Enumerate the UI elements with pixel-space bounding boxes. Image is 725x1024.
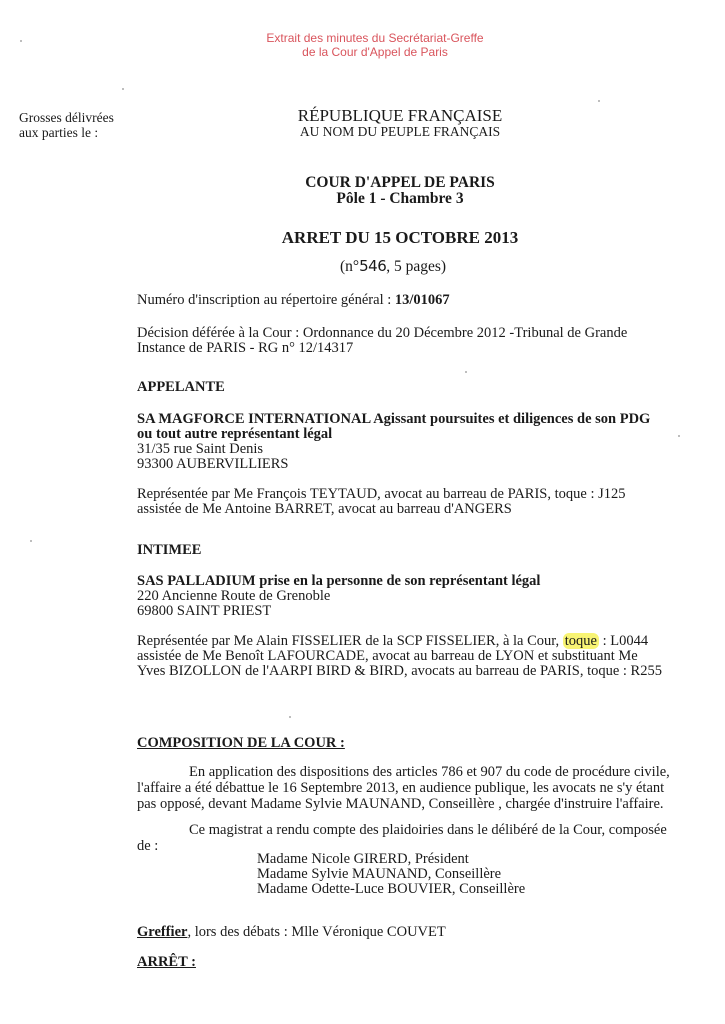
composition-p2-line-2: de : — [137, 838, 159, 854]
composition-p1-line-3: pas opposé, devant Madame Sylvie MAUNAND, Conseillère , chargée d'instruire l'affaire. — [137, 796, 664, 812]
respondent-address-2: 69800 SAINT PRIEST — [137, 603, 272, 619]
registry-line — [137, 293, 450, 308]
appellant-address-2: 93300 AUBERVILLIERS — [137, 456, 289, 472]
member-item: Madame Odette-Luce BOUVIER, Conseillère — [257, 881, 526, 897]
scan-speck — [678, 435, 680, 437]
judgment-heading: ARRÊT : — [137, 954, 196, 970]
court-name: COUR D'APPEL DE PARIS — [305, 174, 495, 191]
respondent-rep-line-1-start: Représentée par Me Alain FISSELIER de la SCP FISSELIER, à la Cour, — [137, 633, 563, 649]
appellant-address-1: 31/35 rue Saint Denis — [137, 441, 264, 457]
court-stamp — [235, 31, 515, 59]
republic-title: RÉPUBLIQUE FRANÇAISE — [297, 106, 503, 125]
composition-paragraph-1 — [137, 764, 670, 812]
composition-p1-line-2: l'affaire a été débattue le 16 Septembre 2013, en audience publique, les avocats ne s'y étant — [137, 780, 665, 796]
composition-p2-line-1: Ce magistrat a rendu compte des plaidoiries dans le délibéré de la Cour, composée — [189, 822, 667, 838]
respondent-address-1: 220 Ancienne Route de Grenoble — [137, 588, 331, 604]
margin-note-line-2: aux parties le : — [19, 125, 99, 140]
respondent-rep-line-3: Yves BIZOLLON de l'AARPI BIRD & BIRD, avocats au barreau de PARIS, toque : R255 — [137, 663, 662, 679]
scan-speck — [465, 371, 467, 373]
referred-decision — [137, 326, 627, 356]
clerk-line — [137, 925, 446, 940]
scan-speck — [289, 716, 291, 718]
appellant-representation — [137, 487, 626, 517]
registry-value: 13/01067 — [394, 292, 450, 308]
scan-speck — [20, 40, 22, 42]
scan-speck — [30, 540, 32, 542]
respondent-rep-line-1 — [137, 634, 662, 649]
decision-title: ARRET DU 15 OCTOBRE 2013 — [281, 228, 519, 247]
appellant-name-line-2: ou tout autre représentant légal — [137, 426, 333, 442]
respondent-rep-line-2: assistée de Me Benoît LAFOURCADE, avocat au barreau de LYON et substituant Me — [137, 648, 638, 664]
chamber-name: Pôle 1 - Chambre 3 — [336, 190, 464, 207]
composition-heading: COMPOSITION DE LA COUR : — [137, 735, 345, 751]
scan-speck — [122, 88, 124, 90]
composition-paragraph-2 — [137, 822, 667, 854]
stamp-line-2: de la Cour d'Appel de Paris — [302, 45, 448, 59]
scan-speck — [598, 100, 600, 102]
member-item: Madame Sylvie MAUNAND, Conseillère — [257, 866, 502, 882]
margin-note-line-1: Grosses délivrées — [19, 110, 114, 125]
clerk-text: , lors des débats : Mlle Véronique COUVET — [187, 924, 446, 940]
people-subtitle: AU NOM DU PEUPLE FRANÇAIS — [299, 124, 501, 139]
highlighted-toque: toque — [564, 633, 597, 649]
decision-number — [340, 256, 446, 277]
respondent-rep-line-1-end: : L0044 — [599, 633, 649, 649]
court-members-list — [257, 852, 525, 897]
handwritten-number: 546 — [359, 257, 387, 275]
respondent-block — [137, 574, 540, 619]
decision-number-prefix: (n° — [340, 258, 360, 275]
registry-label: Numéro d'inscription au répertoire général : — [137, 292, 392, 308]
stamp-line-1: Extrait des minutes du Secrétariat-Greffe — [266, 31, 484, 45]
member-item: Madame Nicole GIRERD, Président — [257, 851, 469, 867]
appellant-rep-line-1: Représentée par Me François TEYTAUD, avocat au barreau de PARIS, toque : J125 — [137, 486, 626, 502]
respondent-heading: INTIMEE — [137, 542, 202, 558]
decision-number-suffix: , 5 pages) — [386, 258, 447, 275]
margin-note — [19, 110, 114, 140]
appellant-block — [137, 412, 650, 472]
clerk-label: Greffier — [137, 924, 188, 940]
appellant-name-line-1: SA MAGFORCE INTERNATIONAL Agissant poursuites et diligences de son PDG — [137, 411, 651, 427]
composition-p1-line-1: En application des dispositions des articles 786 et 907 du code de procédure civile, — [189, 764, 670, 780]
referred-decision-line-1: Décision déférée à la Cour : Ordonnance du 20 Décembre 2012 -Tribunal de Grande — [137, 325, 628, 341]
respondent-name: SAS PALLADIUM prise en la personne de son représentant légal — [137, 573, 541, 589]
referred-decision-line-2: Instance de PARIS - RG n° 12/14317 — [137, 340, 354, 356]
respondent-representation — [137, 634, 662, 679]
appellant-heading: APPELANTE — [137, 379, 225, 395]
appellant-rep-line-2: assistée de Me Antoine BARRET, avocat au barreau d'ANGERS — [137, 501, 512, 517]
